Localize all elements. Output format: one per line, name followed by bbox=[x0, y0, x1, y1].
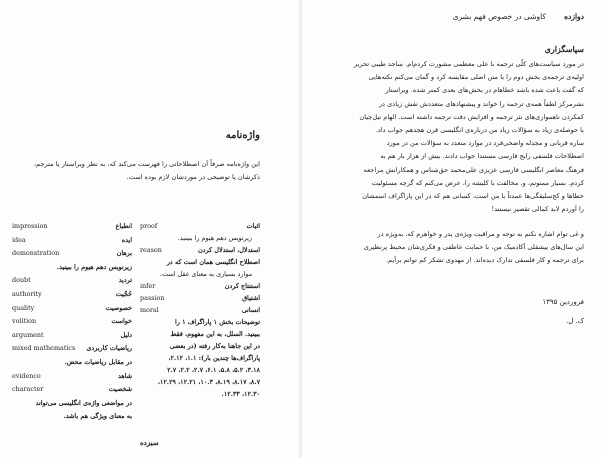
term-english: proof bbox=[140, 222, 158, 230]
glossary-intro bbox=[14, 158, 260, 183]
term-persian: در این جاهنا به‌کار رفته (در بعضی bbox=[169, 342, 260, 350]
intro-line: این واژه‌نامه صرفاً آن اصطلاحاتی را فهرست می‌کند که، به نظر ویراستار یا مترجم، bbox=[33, 160, 260, 168]
term-persian: اصطلاح انگلیسی همان است که در bbox=[166, 258, 260, 266]
text-line: برای ترجمه و کار فلسفی تدارک دیده‌اند. از مهدوی تشکر کم توانم برآیم. bbox=[385, 256, 584, 265]
term-persian: ریاضیات کاربردی bbox=[86, 344, 132, 353]
text-line: کردم. بسیار ممنونم، و، مخالفت با کلیشه را، عرض می‌کنم که گرچه مسئولیت bbox=[371, 178, 584, 187]
term-persian: به معنای ویژگی هم باشد. bbox=[63, 412, 132, 421]
term-persian: در مواضعی واژه‌ی انگلیسی می‌تواند bbox=[35, 398, 132, 407]
text-line: ساره قربانی و مجدله واضحی‌فرد در موارد متعدد به سؤالات من در مورد bbox=[386, 139, 584, 148]
glossary-title: واژه‌نامه bbox=[225, 130, 260, 141]
text-line: نشرمرکز لطفاً همه‌ی ترجمه را خواند و پیشنهادهای متعددش نقش زیادی در bbox=[378, 99, 584, 108]
text-line: کمکردن ناهمواری‌های نثر ترجمه و افزایش دقت ترجمه داشته است. الهام تیل‌چیان bbox=[359, 112, 584, 121]
text-line: با حوصله‌ی زیاد به سؤالات زیاد من درباره‌ی انگلیسی قرن هجدهم جواب داد. bbox=[375, 126, 584, 135]
term-persian: ۳.۱۸، ۵.۲، ۵.۸، ۶.۱، ۲.۷، ۲.۲، ۲.۷ bbox=[167, 366, 260, 374]
term-persian: اثبات bbox=[246, 222, 260, 230]
text-line: اصطلاحات فلسفی رایج فارسی مستندا جواب دادند. بیش از هزار بار هم به bbox=[380, 152, 584, 161]
term-persian: انطباع bbox=[115, 222, 132, 230]
term-persian: استدلال، استدلال کردن bbox=[197, 246, 260, 254]
term-english: character bbox=[12, 385, 44, 394]
date-line: فروردین ۱۳۹۵ bbox=[542, 298, 584, 306]
term-persian: انسانی bbox=[241, 306, 260, 314]
text-line: که گفت باعث شده باشد خطاهام در بخش‌های بعدی کمتر شده. ویراستار bbox=[385, 86, 584, 95]
term-english: passion bbox=[140, 294, 165, 302]
term-persian: خواست bbox=[111, 317, 132, 326]
text-line: را آوردم لابد کمالی تقصیر نیستند! bbox=[491, 205, 584, 214]
term-english: moral bbox=[140, 306, 159, 314]
acknowledgement-paragraph-2 bbox=[326, 228, 584, 268]
text-line: اولیه‌ی ترجمه‌ی بخش دوم را با متن اصلی مقایسه کرد و گمان می‌کنم نکته‌هایی bbox=[368, 73, 584, 82]
term-note: زیرنویس دهم هیوم را ببینید. bbox=[177, 234, 252, 242]
term-persian: تردید bbox=[118, 276, 132, 285]
section-title: سپاسگزاری bbox=[544, 44, 584, 54]
term-persian: پاراگراف‌ها چندین بار): ۱.۱، ۲.۱۲، bbox=[168, 354, 260, 362]
term-persian: توضیحات بخش ۱ پاراگراف ۱ را bbox=[174, 318, 260, 326]
running-header bbox=[338, 12, 584, 26]
term-persian: دلیل bbox=[120, 330, 132, 339]
author-initials: ک. ل. bbox=[565, 317, 584, 325]
term-english: quality bbox=[12, 303, 35, 312]
text-line: در مورد سیاست‌های کلّی ترجمه با علی معظمی مشورت کردم‌ام. ساجد طیبی تحریر bbox=[353, 60, 584, 68]
term-persian: اشتیاق bbox=[242, 294, 260, 302]
term-persian: برهان bbox=[116, 249, 132, 258]
term-persian: استنتاج کردن bbox=[224, 282, 260, 290]
text-line: این سال‌های پیشقلی آکادمیک من، با حمایت عاطفی و فکری‌شان محیط پرنظیری bbox=[363, 243, 584, 252]
right-page bbox=[302, 0, 602, 458]
term-english: idea bbox=[12, 235, 26, 244]
term-note: موارد بسیاری به معنای عقل است. bbox=[160, 270, 252, 278]
term-english: doubt bbox=[12, 276, 31, 285]
term-english: authority bbox=[12, 290, 42, 298]
term-english: argument bbox=[12, 330, 44, 339]
term-persian: حُجّیت bbox=[115, 290, 132, 298]
page-number: سیزده bbox=[140, 438, 159, 447]
acknowledgement-paragraph-1 bbox=[326, 58, 584, 216]
text-line: و غی توام اشاره نکنم به توجه و مراقبت ویژه‌ی پدر و خواهرم که، به‌ویژه در bbox=[377, 230, 584, 238]
text-line: فرهنگ معاصر انگلیسی فارسی عزیزی علی‌محمد حق‌شناس و همکارانش مراجعه bbox=[363, 165, 584, 174]
term-english: impression bbox=[12, 222, 48, 230]
term-english: evidence bbox=[12, 371, 41, 380]
term-persian: شاهد bbox=[117, 371, 132, 380]
term-persian: ایده bbox=[121, 235, 132, 244]
term-persian: خصوصیت bbox=[105, 303, 132, 312]
term-english: infer bbox=[140, 282, 156, 290]
term-persian: در مقابل ریاضیات محض. bbox=[64, 358, 132, 366]
intro-line: ذکرشان یا توضیحی در موردشان لازم بوده است. bbox=[126, 172, 260, 181]
term-persian: زیرنویس دهم هیوم را ببینید. bbox=[56, 262, 132, 271]
term-persian: ۱۲.۳۰، ۱۲.۳۳. bbox=[221, 390, 260, 398]
text-line: خطاها و کج‌سلیقگی‌ها عمدتاً با من است، کسانی هم که در این پاراگراف اسمشان bbox=[362, 192, 584, 201]
term-english: volition bbox=[12, 317, 37, 326]
term-persian: ۸.۷، ۸.۱۷، ۸.۱۹، ۱۰.۳، ۱۲.۲۱، ۱۲.۲۹، bbox=[157, 378, 260, 386]
term-persian: شخصیت bbox=[108, 385, 132, 394]
running-title: کاوشی در خصوص فهم بشری bbox=[452, 12, 546, 21]
term-persian: ببینید. السلل، به این مفهوم، فقط bbox=[170, 330, 260, 338]
page-label: دوازده bbox=[564, 12, 584, 21]
left-page bbox=[0, 0, 300, 458]
term-english: mixed mathematics bbox=[12, 344, 76, 353]
term-english: demonstration bbox=[12, 249, 60, 258]
term-english: reason bbox=[140, 246, 162, 254]
